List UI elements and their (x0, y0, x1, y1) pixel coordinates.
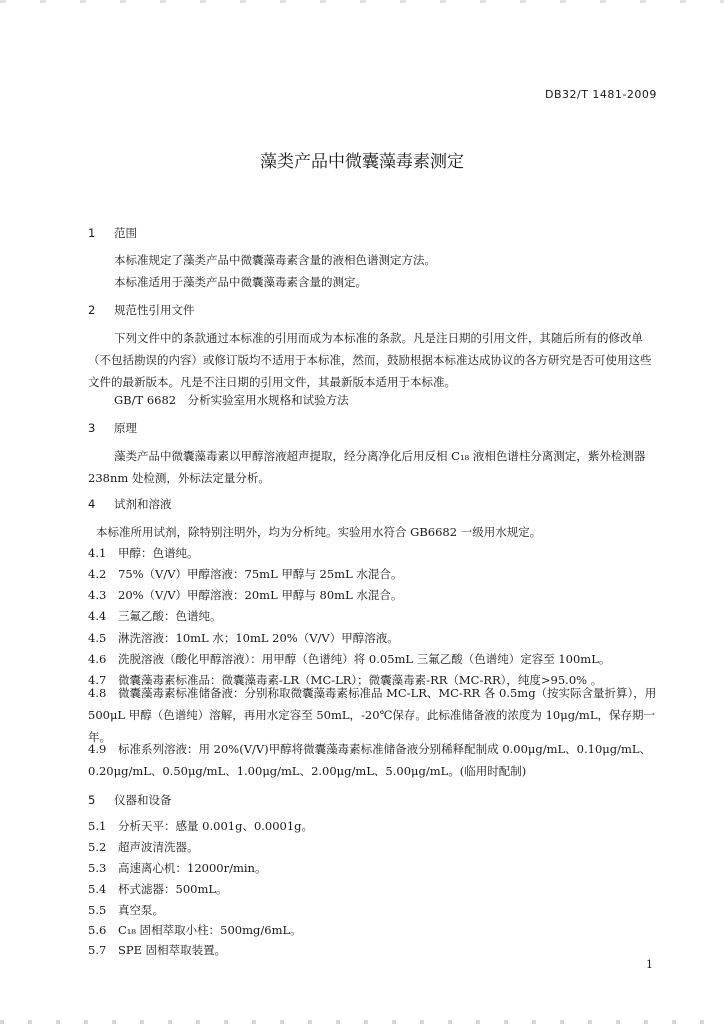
list-item: 5.2 超声波清洗器。 (88, 840, 199, 854)
list-item: 5.7 SPE 固相萃取装置。 (88, 943, 227, 957)
page-number: 1 (646, 958, 653, 971)
section-number: 1 (88, 226, 96, 240)
section-3-heading (88, 420, 137, 436)
section-4-intro: 本标准所用试剂，除特别注明外，均为分析纯。实验用水符合 GB6682 一级用水规定。 (96, 525, 542, 539)
list-item: 5.5 真空泵。 (88, 903, 164, 917)
section-title: 原理 (114, 421, 137, 435)
list-item: 4.6 洗脱溶液（酸化甲醇溶液）：用甲醇（色谱纯）将 0.05mL 三氟乙酸（色谱纯）定容至 100mL。 (88, 652, 611, 666)
section-number: 3 (88, 421, 96, 435)
section-title: 规范性引用文件 (114, 303, 195, 317)
section-number: 2 (88, 303, 96, 317)
standard-code: DB32/T 1481-2009 (545, 88, 657, 101)
list-item: 4.1 甲醇：色谱纯。 (88, 546, 199, 560)
list-item: 4.9 标准系列溶液：用 20%(V/V)甲醇将微囊藻毒素标准储备液分别稀释配制成 0.00μg/mL、0.10μg/mL、0.20μg/mL、0.50μg/mL、1.00μg/mL、2.00μg/mL、5.00μg/mL。(临用时配制) (88, 742, 652, 778)
section-number: 5 (88, 793, 96, 807)
section-title: 范围 (114, 226, 137, 240)
list-item: 4.2 75%（V/V）甲醇溶液：75mL 甲醇与 25mL 水混合。 (88, 567, 403, 581)
section-1-paragraph-2: 本标准适用于藻类产品中微囊藻毒素含量的测定。 (114, 275, 367, 289)
section-2-reference: GB/T 6682 分析实验室用水规格和试验方法 (114, 393, 349, 407)
section-number: 4 (88, 497, 96, 511)
list-item: 5.1 分析天平：感量 0.001g、0.0001g。 (88, 819, 314, 833)
section-2-heading (88, 302, 195, 318)
list-item: 4.5 淋洗溶液：10mL 水；10mL 20%（V/V）甲醇溶液。 (88, 631, 399, 645)
section-1-paragraph-1: 本标准规定了藻类产品中微囊藻毒素含量的液相色谱测定方法。 (114, 253, 436, 267)
list-item: 4.7 微囊藻毒素标准品：微囊藻毒素-LR（MC-LR）；微囊藻毒素-RR（MC-RR），纯度>95.0% 。 (88, 673, 603, 687)
section-title: 试剂和溶液 (114, 497, 172, 511)
section-5-heading (88, 792, 172, 808)
list-item: 4.8 微囊藻毒素标准储备液：分别称取微囊藻毒素标准品 MC-LR、MC-RR 各 0.5mg（按实际含量折算），用 500μL 甲醇（色谱纯）溶解，再用水定容至 50mL，-20℃保存。此标准储备液的浓度为 10μg/mL，保存期一年。 (88, 686, 657, 744)
section-3-paragraph-1: 藻类产品中微囊藻毒素以甲醇溶液超声提取，经分离净化后用反相 C₁₈ 液相色谱柱分离测定，紫外检测器 238nm 处检测，外标法定量分析。 (88, 449, 646, 485)
section-4-heading (88, 496, 172, 512)
list-item: 4.4 三氟乙酸：色谱纯。 (88, 609, 222, 623)
document-title: 藻类产品中微囊藻毒素测定 (260, 152, 464, 172)
section-2-paragraph-1: 下列文件中的条款通过本标准的引用而成为本标准的条款。凡是注日期的引用文件，其随后所有的修改单（不包括勘误的内容）或修订版均不适用于本标准，然而，鼓励根据本标准达成协议的各方研究是否可使用这些文件的最新版本。凡是不注日期的引用文件，其最新版本适用于本标准。 (88, 331, 652, 389)
section-title: 仪器和设备 (114, 793, 172, 807)
list-item: 5.3 高速离心机：12000r/min。 (88, 861, 267, 875)
section-1-heading (88, 225, 137, 241)
scan-edge-top (0, 0, 724, 3)
list-item: 5.6 C₁₈ 固相萃取小柱：500mg/6mL。 (88, 923, 302, 937)
list-item: 4.3 20%（V/V）甲醇溶液：20mL 甲醇与 80mL 水混合。 (88, 588, 403, 602)
list-item: 5.4 杯式滤器：500mL。 (88, 882, 228, 896)
scan-edge-bottom (0, 1020, 724, 1024)
